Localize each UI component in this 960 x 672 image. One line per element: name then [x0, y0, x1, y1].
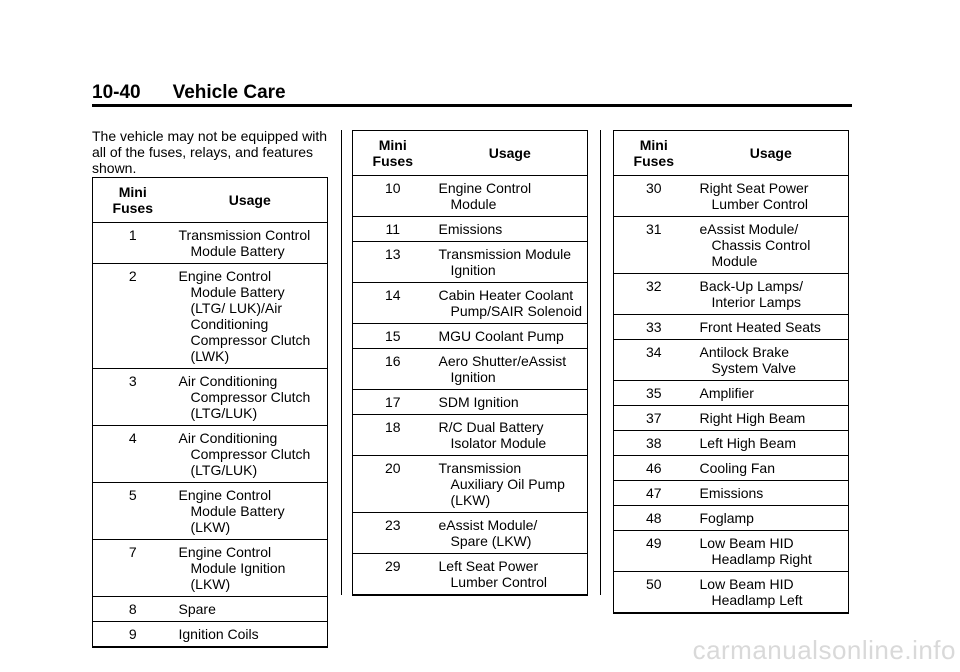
fuse-usage-continuation: Isolator Module	[450, 435, 547, 451]
fuse-usage	[433, 324, 588, 349]
fuse-usage-line: Transmission Module	[438, 246, 572, 262]
fuse-usage-line: eAssist Module/	[699, 221, 799, 237]
column-divider-1	[341, 130, 342, 595]
table-row	[93, 540, 328, 597]
table-row	[353, 324, 588, 349]
table-row	[353, 349, 588, 390]
fuse-usage-line: Low Beam HID	[699, 576, 794, 592]
fuse-usage	[694, 381, 849, 406]
fuse-number: 10	[353, 176, 433, 217]
fuse-number: 32	[614, 274, 694, 315]
page-header	[92, 82, 286, 104]
fuse-usage-continuation: Compressor Clutch (LTG/LUK)	[190, 446, 311, 478]
usage-header: Usage	[173, 178, 328, 223]
fuse-number: 15	[353, 324, 433, 349]
fuse-table-header-row	[614, 131, 849, 176]
intro-text: The vehicle may not be equipped with all of the fuses, relays, and features shown.	[92, 128, 328, 176]
fuse-number: 31	[614, 217, 694, 274]
table-row	[614, 406, 849, 431]
mini-fuses-header: Mini Fuses	[93, 178, 173, 223]
fuse-usage-continuation: Compressor Clutch (LTG/LUK)	[190, 389, 311, 421]
fuse-usage	[694, 340, 849, 381]
fuse-number: 20	[353, 456, 433, 513]
fuse-number: 48	[614, 506, 694, 531]
fuse-number: 50	[614, 572, 694, 614]
table-row	[93, 622, 328, 648]
fuse-usage	[173, 223, 328, 264]
fuse-usage	[694, 481, 849, 506]
fuse-usage	[433, 554, 588, 596]
fuse-usage	[173, 597, 328, 622]
fuse-number: 8	[93, 597, 173, 622]
section-title: Vehicle Care	[172, 82, 286, 103]
table-row	[93, 483, 328, 540]
mini-fuses-header: Mini Fuses	[353, 131, 433, 176]
table-row	[614, 506, 849, 531]
fuse-usage-line: Engine Control	[178, 487, 272, 503]
fuse-usage-continuation: Module	[450, 196, 497, 212]
fuse-usage-line: eAssist Module/	[438, 517, 538, 533]
fuse-usage	[433, 390, 588, 415]
fuse-table-3	[613, 130, 849, 614]
table-row	[614, 481, 849, 506]
fuse-number: 38	[614, 431, 694, 456]
table-row	[614, 431, 849, 456]
fuse-number: 34	[614, 340, 694, 381]
fuse-usage	[433, 242, 588, 283]
usage-header: Usage	[433, 131, 588, 176]
fuse-usage-line: Engine Control	[178, 544, 272, 560]
table-row	[353, 283, 588, 324]
fuse-usage-continuation: Interior Lamps	[711, 294, 801, 310]
fuse-usage-line: Spare	[178, 601, 216, 617]
fuse-usage	[433, 283, 588, 324]
fuse-number: 9	[93, 622, 173, 648]
table-row	[614, 274, 849, 315]
fuse-usage-continuation: Spare (LKW)	[450, 533, 532, 549]
fuse-usage-line: Front Heated Seats	[699, 319, 821, 335]
table-row	[353, 513, 588, 554]
table-row	[614, 315, 849, 340]
fuse-usage-line: Cabin Heater Coolant	[438, 287, 574, 303]
table-row	[93, 369, 328, 426]
fuse-usage-continuation: Ignition	[450, 369, 496, 385]
fuse-usage-continuation: Auxiliary Oil Pump (LKW)	[450, 476, 565, 508]
fuse-number: 33	[614, 315, 694, 340]
fuse-number: 49	[614, 531, 694, 572]
fuse-usage-continuation: Headlamp Right	[711, 551, 812, 567]
fuse-usage-continuation: Module Ignition (LKW)	[190, 560, 286, 592]
fuse-number: 23	[353, 513, 433, 554]
page-number: 10-40	[92, 82, 141, 103]
fuse-usage-line: Emissions	[438, 221, 503, 237]
table-row	[614, 381, 849, 406]
fuse-usage-line: Right Seat Power	[699, 180, 809, 196]
fuse-usage-line: Low Beam HID	[699, 535, 794, 551]
fuse-usage-line: Cooling Fan	[699, 460, 775, 476]
fuse-usage-continuation: Chassis Control Module	[711, 237, 811, 269]
fuse-usage	[433, 217, 588, 242]
fuse-usage	[173, 622, 328, 648]
fuse-number: 14	[353, 283, 433, 324]
fuse-number: 5	[93, 483, 173, 540]
fuse-number: 4	[93, 426, 173, 483]
table-row	[353, 176, 588, 217]
fuse-usage-line: R/C Dual Battery	[438, 419, 544, 435]
fuse-number: 47	[614, 481, 694, 506]
table-row	[353, 554, 588, 596]
table-row	[614, 456, 849, 481]
fuse-usage	[694, 531, 849, 572]
fuse-usage-line: Foglamp	[699, 510, 754, 526]
table-row	[614, 572, 849, 614]
fuse-usage	[694, 456, 849, 481]
fuse-usage-line: Back-Up Lamps/	[699, 278, 803, 294]
table-row	[93, 264, 328, 369]
table-row	[614, 176, 849, 217]
fuse-number: 46	[614, 456, 694, 481]
fuse-usage-line: Antilock Brake	[699, 344, 789, 360]
fuse-usage-continuation: Module Battery (LKW)	[190, 503, 285, 535]
fuse-usage	[433, 415, 588, 456]
fuse-usage	[694, 506, 849, 531]
fuse-usage-line: MGU Coolant Pump	[438, 328, 564, 344]
fuse-table-header-row	[353, 131, 588, 176]
table-row	[353, 456, 588, 513]
usage-header: Usage	[694, 131, 849, 176]
fuse-usage	[694, 274, 849, 315]
fuse-usage-line: Amplifier	[699, 385, 754, 401]
fuse-usage-continuation: System Valve	[711, 360, 797, 376]
fuse-usage-line: Ignition Coils	[178, 626, 259, 642]
fuse-usage-continuation: Module Battery	[190, 243, 285, 259]
fuse-usage	[694, 431, 849, 456]
fuse-number: 35	[614, 381, 694, 406]
fuse-usage	[694, 572, 849, 614]
fuse-number: 17	[353, 390, 433, 415]
fuse-table-1	[92, 177, 328, 648]
fuse-usage-line: Engine Control	[178, 268, 272, 284]
fuse-usage	[694, 176, 849, 217]
mini-fuses-header: Mini Fuses	[614, 131, 694, 176]
fuse-number: 16	[353, 349, 433, 390]
fuse-usage-continuation: Ignition	[450, 262, 496, 278]
table-row	[353, 415, 588, 456]
fuse-usage-line: Right High Beam	[699, 410, 806, 426]
fuse-usage-line: Air Conditioning	[178, 430, 278, 446]
table-row	[93, 597, 328, 622]
fuse-usage-continuation: Headlamp Left	[711, 592, 803, 608]
column-divider-2	[600, 130, 601, 595]
fuse-usage	[694, 217, 849, 274]
fuse-number: 37	[614, 406, 694, 431]
fuse-usage	[173, 483, 328, 540]
table-row	[353, 242, 588, 283]
fuse-usage-continuation: Lumber Control	[711, 196, 808, 212]
fuse-usage	[173, 426, 328, 483]
fuse-usage	[433, 349, 588, 390]
fuse-table-2	[352, 130, 588, 596]
fuse-number: 11	[353, 217, 433, 242]
table-row	[614, 531, 849, 572]
table-row	[614, 217, 849, 274]
fuse-number: 18	[353, 415, 433, 456]
fuse-usage	[433, 513, 588, 554]
fuse-number: 13	[353, 242, 433, 283]
fuse-usage-line: Left Seat Power	[438, 558, 539, 574]
table-row	[614, 340, 849, 381]
fuse-number: 29	[353, 554, 433, 596]
fuse-usage-continuation: Module Battery (LTG/ LUK)/Air Conditioning Compressor Clutch (LWK)	[190, 284, 311, 364]
fuse-usage	[694, 406, 849, 431]
fuse-usage	[694, 315, 849, 340]
fuse-number: 2	[93, 264, 173, 369]
fuse-usage-line: Transmission	[438, 460, 522, 476]
header-rule	[92, 104, 852, 107]
table-row	[93, 426, 328, 483]
fuse-number: 3	[93, 369, 173, 426]
fuse-usage-continuation: Lumber Control	[450, 574, 547, 590]
fuse-usage	[173, 369, 328, 426]
fuse-usage-line: Left High Beam	[699, 435, 796, 451]
fuse-usage-line: Air Conditioning	[178, 373, 278, 389]
fuse-usage	[173, 264, 328, 369]
fuse-usage-line: Aero Shutter/eAssist	[438, 353, 567, 369]
fuse-usage-line: Emissions	[699, 485, 764, 501]
fuse-usage	[433, 176, 588, 217]
fuse-number: 30	[614, 176, 694, 217]
fuse-usage	[173, 540, 328, 597]
fuse-usage	[433, 456, 588, 513]
fuse-usage-continuation: Pump/SAIR Solenoid	[450, 303, 583, 319]
fuse-table-header-row	[93, 178, 328, 223]
watermark-url: carmanualsonline.info	[692, 635, 956, 665]
fuse-usage-line: SDM Ignition	[438, 394, 519, 410]
fuse-usage-line: Transmission Control	[178, 227, 311, 243]
table-row	[353, 390, 588, 415]
fuse-number: 7	[93, 540, 173, 597]
table-row	[93, 223, 328, 264]
fuse-number: 1	[93, 223, 173, 264]
fuse-usage-line: Engine Control	[438, 180, 532, 196]
table-row	[353, 217, 588, 242]
